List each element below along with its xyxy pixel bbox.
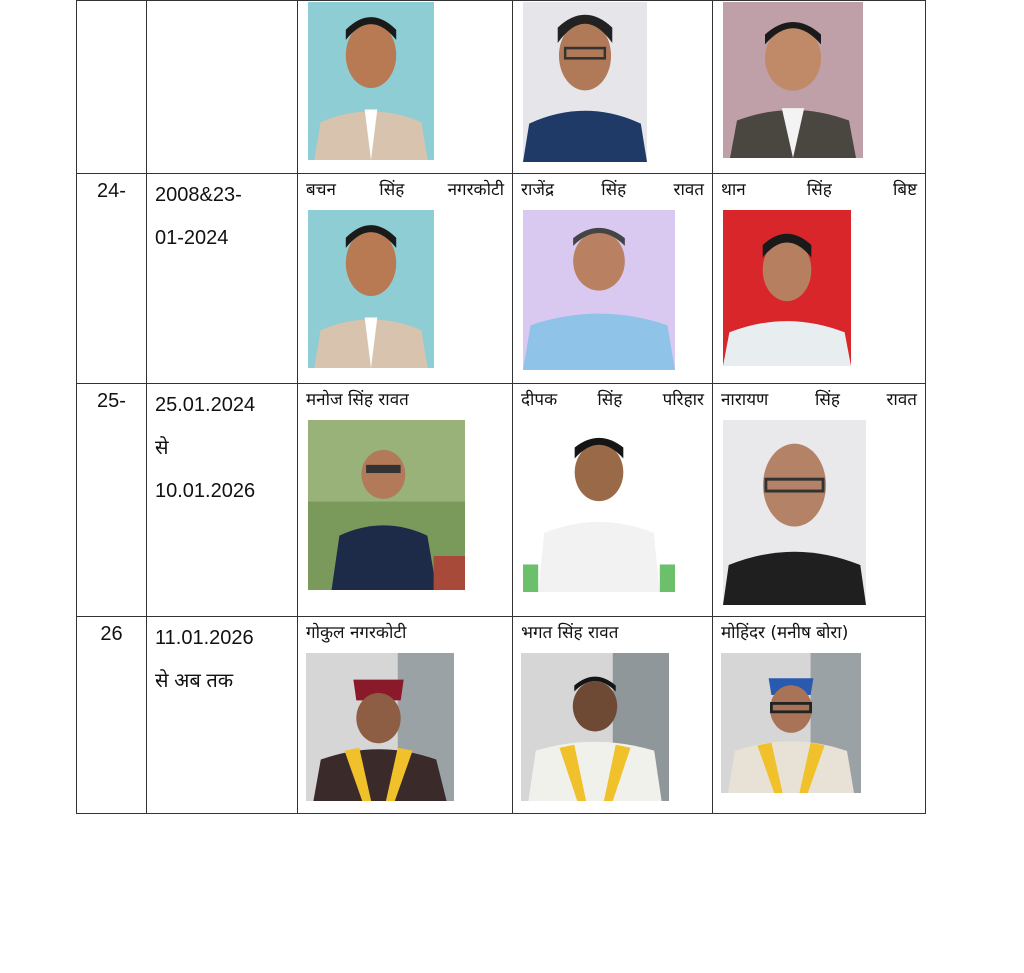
person-name: मनोज सिंह रावत [306, 390, 409, 410]
period-end: 10.01.2026 [155, 480, 256, 502]
person-name: भगत सिंह रावत [521, 623, 619, 643]
period-cell [147, 384, 298, 617]
portrait-photo [308, 2, 434, 160]
person-cell [298, 617, 513, 814]
serial-cell [77, 384, 147, 617]
person-name: दीपक सिंह परिहार [521, 390, 704, 410]
period-cell [147, 1, 298, 174]
person-name: मोहिंदर (मनीष बोरा) [721, 623, 849, 643]
person-cell [298, 174, 513, 384]
serial-cell [77, 617, 147, 814]
person-cell [713, 1, 926, 174]
serial-cell [77, 174, 147, 384]
person-cell [713, 617, 926, 814]
person-name: नारायण सिंह रावत [721, 390, 917, 410]
portrait-photo [723, 420, 866, 605]
person-cell [513, 617, 713, 814]
portrait-photo [306, 653, 454, 801]
period-cell [147, 617, 298, 814]
table-row [77, 1, 926, 174]
office-bearers-table [76, 0, 926, 814]
portrait-photo [723, 210, 851, 366]
portrait-photo [523, 420, 675, 592]
person-name: राजेंद्र सिंह रावत [521, 180, 704, 200]
portrait-photo [721, 653, 861, 793]
person-cell [713, 174, 926, 384]
portrait-photo [523, 210, 675, 370]
person-cell [713, 384, 926, 617]
serial-number: 25- [97, 390, 126, 412]
period-separator: से [155, 437, 169, 459]
period-end: से अब तक [155, 670, 234, 692]
period-cell [147, 174, 298, 384]
table-row [77, 617, 926, 814]
person-name: गोकुल नगरकोटी [306, 623, 407, 643]
period-start: 11.01.2026 [155, 627, 254, 649]
portrait-photo [523, 2, 647, 162]
portrait-photo [521, 653, 669, 801]
person-cell [513, 174, 713, 384]
person-cell [298, 384, 513, 617]
portrait-photo [723, 2, 863, 158]
person-cell [513, 1, 713, 174]
period-start: 25.01.2024 [155, 394, 256, 416]
serial-cell [77, 1, 147, 174]
person-name: बचन सिंह नगरकोटी [306, 180, 504, 200]
portrait-photo [308, 420, 465, 590]
person-cell [298, 1, 513, 174]
table-row [77, 384, 926, 617]
table-row [77, 174, 926, 384]
period-end: 01-2024 [155, 227, 229, 249]
person-name: थान सिंह बिष्ट [721, 180, 917, 200]
person-cell [513, 384, 713, 617]
serial-number: 24- [97, 180, 126, 202]
portrait-photo [308, 210, 434, 368]
serial-number: 26 [100, 623, 123, 645]
period-start: 2008&23- [155, 184, 242, 206]
